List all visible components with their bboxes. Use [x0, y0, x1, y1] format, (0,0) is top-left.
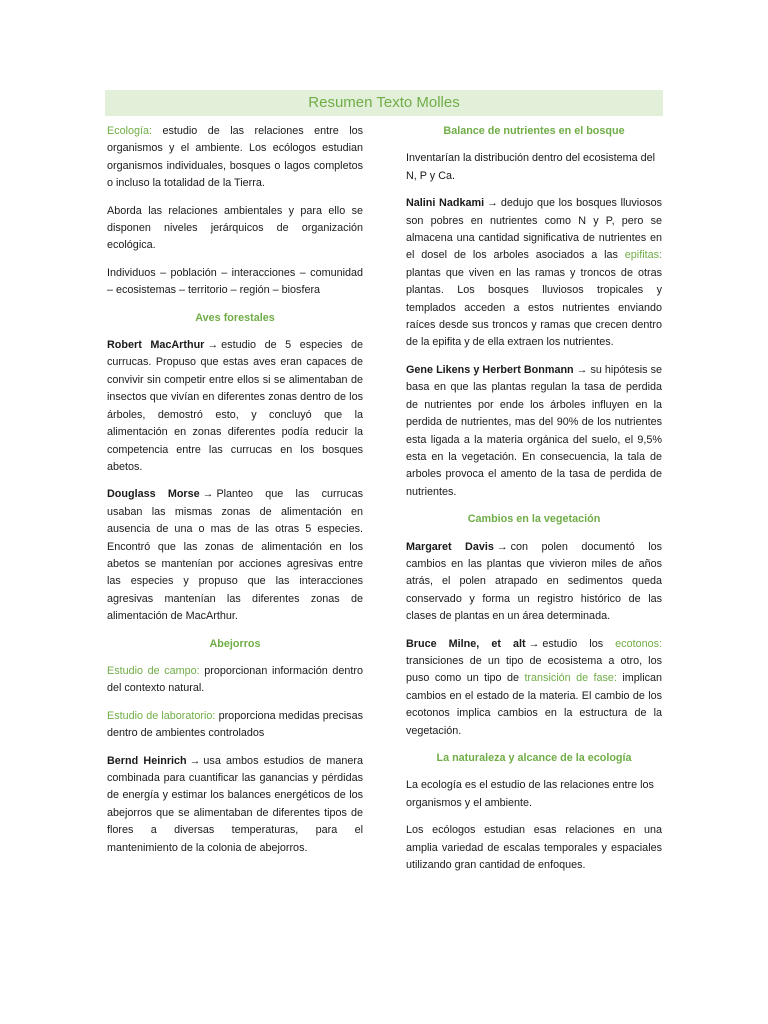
right-arrow-icon: →	[487, 197, 498, 210]
milne-paragraph: Bruce Milne, et alt → estudio los ecotonos: transiciones de un tipo de ecosistema a otro, los puso como un tipo de transición de fase: implican cambios en el estado de la materia. El cambio de los ecotonos implica cambios en la estructura de la vegetación.	[406, 637, 662, 737]
campo-paragraph: Estudio de campo: proporcionan información dentro del contexto natural.	[107, 664, 363, 695]
ecologia-definition: Ecología: estudio de las relaciones entre los organismos y el ambiente. Los ecólogos estudian organismos individuales, bosques o lagos completos o incluso la totalidad de la Tierra.	[107, 125, 363, 190]
right-column	[406, 123, 662, 884]
right-arrow-icon: →	[207, 339, 219, 352]
heinrich-paragraph: Bernd Heinrich → usa ambos estudios de manera combinada para cuantificar las ganancias y pérdidas de energía y estimar los balances energéticos de los abejorros que se alimentaban de diferentes tipos de flores a diversas temperaturas, para el mantenimiento de la colonia de abejorros.	[107, 754, 363, 854]
macarthur-paragraph: Robert MacArthur → estudio de 5 especies de currucas. Propuso que estas aves eran capaces de convivir sin competir entre ellos si se alimentaban de insectos que vivían en diferentes zonas dentro de los árboles, demostró esto, y concluyó que la alimentación en zonas diferentes podía reducir la competencia entre las currucas en los bosques abetos.	[107, 339, 363, 473]
right-arrow-icon: →	[189, 754, 201, 767]
ecologia-term: Ecología:	[107, 125, 153, 137]
heading-balance-nutrientes: Balance de nutrientes en el bosque	[443, 125, 625, 137]
davis-paragraph: Margaret Davis → con polen documentó los cambios en las plantas que vivieron miles de años atrás, el polen atrapado en sedimentos queda conservado y forma un registro histórico de las clases de plantas en un área determinada.	[406, 540, 663, 623]
page-title: Resumen Texto Molles	[105, 90, 663, 116]
ecologos-paragraph: Los ecólogos estudian esas relaciones en una amplia variedad de escalas temporales y espaciales utilizando gran cantidad de enfoques.	[406, 824, 662, 872]
heading-aves-forestales: Aves forestales	[195, 311, 275, 324]
morse-paragraph: Douglass Morse → Planteo que las currucas usaban las mismas zonas de alimentación en ausencia de una o mas de las otras 5 especies. Encontró que las zonas de alimentación en los abetos se mantenían por acciones agresivas entre las especies y propuso que las interacciones agresivas mantenían las diferentes zonas de alimentación de MacArthur.	[107, 488, 363, 623]
heading-abejorros: Abejorros	[209, 637, 261, 650]
laboratorio-paragraph: Estudio de laboratorio: proporciona medidas precisas dentro de ambientes controlados	[107, 709, 363, 740]
paragraph-jerarquia: Individuos – población – interacciones – comunidad – ecosistemas – territorio – región – biosfera	[107, 266, 363, 297]
right-arrow-icon: →	[528, 637, 540, 650]
inventario-paragraph: Inventarían la distribución dentro del ecosistema del N, P y Ca.	[406, 152, 656, 182]
likens-paragraph: Gene Likens y Herbert Bonmann → su hipótesis se basa en que las plantas regulan la tasa de perdida de nutrientes por ende los árboles influyen en la perdida de nutrientes, mas del 90% de los nutrientes esta ligada a la materia orgánica del suelo, el 9,5% esta en la vegetación. En consecuencia, la tala de arboles provoca el amento de la tasa de perdida de nutrientes.	[406, 363, 662, 498]
heading-cambios-vegetacion: Cambios en la vegetación	[467, 513, 601, 526]
paragraph-niveles: Aborda las relaciones ambientales y para ello se disponen niveles jerárquicos de organización ecológica.	[107, 204, 363, 252]
right-arrow-icon: →	[202, 488, 214, 501]
heading-naturaleza-ecologia: La naturaleza y alcance de la ecología	[436, 752, 632, 764]
right-arrow-icon: →	[576, 363, 588, 376]
ecologia-summary-paragraph: La ecología es el estudio de las relaciones entre los organismos y el ambiente.	[406, 779, 654, 809]
right-arrow-icon: →	[496, 540, 508, 553]
left-column	[107, 123, 363, 867]
nadkami-paragraph: Nalini Nadkami → dedujo que los bosques lluviosos son pobres en nutrientes como N y P, pero se almacena una cantidad significativa de nutrientes en el dosel de los arboles asociados a las epifitas: plantas que viven en las ramas y troncos de otras plantas. Los bosques lluviosos tropicales y templados acceden a estos nutrientes enviando raíces desde sus troncos y ramas que crecen dentro de la epifita y de ella extraen los nutrientes.	[406, 197, 663, 349]
